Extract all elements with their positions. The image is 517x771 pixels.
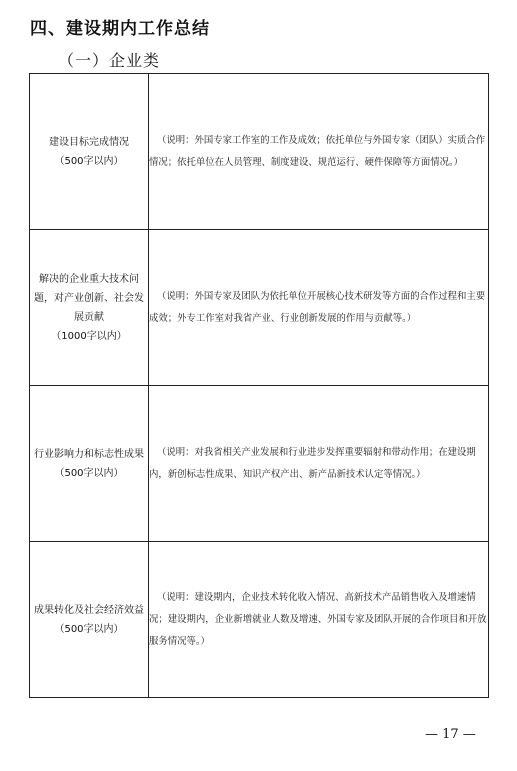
row-description: （说明：建设期内，企业技术转化收入情况、高新技术产品销售收入及增速情况；建设期内，企业新增就业人数及增速、外国专家及团队开展的合作项目和开放服务情况等。） xyxy=(149,542,489,698)
row-description: （说明：对我省相关产业发展和行业进步发挥重要辐射和带动作用；在建设期内，新创标志性成果、知识产权产出、新产品新技术认定等情况。） xyxy=(149,386,489,542)
row-label-cell xyxy=(30,74,149,230)
table-row xyxy=(30,386,489,542)
section-title: 四、建设期内工作总结 xyxy=(30,19,210,39)
row-label-cell xyxy=(30,542,149,698)
summary-table xyxy=(29,73,489,698)
page-number: — 17 — xyxy=(425,727,476,742)
row-label: 行业影响力和标志性成果 xyxy=(34,448,144,460)
table-row xyxy=(30,542,489,698)
row-description: （说明：外国专家及团队为依托单位开展核心技术研发等方面的合作过程和主要成效；外专工作室对我省产业、行业创新发展的作用与贡献等。） xyxy=(149,230,489,386)
row-label: 建设目标完成情况 xyxy=(49,136,129,148)
row-label-cell xyxy=(30,230,149,386)
word-limit: （1000字以内） xyxy=(51,330,127,342)
table-row xyxy=(30,230,489,386)
word-limit: （500字以内） xyxy=(54,155,124,167)
word-limit: （500字以内） xyxy=(54,623,124,635)
row-description: （说明：外国专家工作室的工作及成效；依托单位与外国专家（团队）实质合作情况；依托单位在人员管理、制度建设、规范运行、硬件保障等方面情况。） xyxy=(149,74,489,230)
row-label: 成果转化及社会经济效益 xyxy=(34,604,144,616)
table-row xyxy=(30,74,489,230)
subsection-title: （一）企业类 xyxy=(58,51,161,70)
word-limit: （500字以内） xyxy=(54,467,124,479)
row-label: 解决的企业重大技术问题，对产业创新、社会发展贡献 xyxy=(34,273,144,323)
row-label-cell xyxy=(30,386,149,542)
